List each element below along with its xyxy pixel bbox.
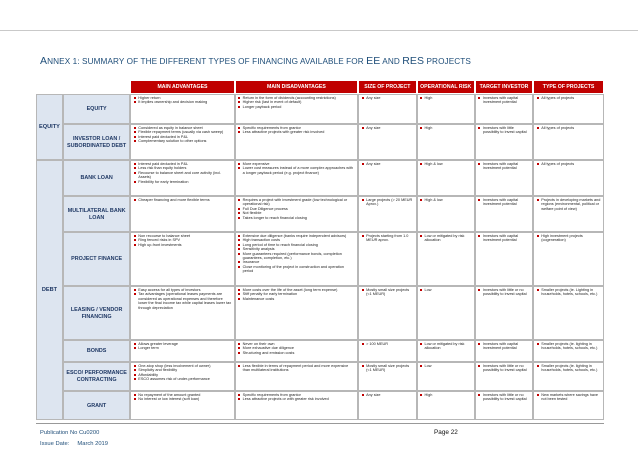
cell-types <box>533 124 604 160</box>
bullet-item: High <box>420 393 472 397</box>
bullet-list <box>133 126 231 144</box>
financing-table <box>36 80 604 420</box>
title-part-3: EE <box>366 55 381 67</box>
bullet-item: Projects starting from 1.0 MEUR aprox. <box>361 234 413 243</box>
bullet-list <box>133 364 231 382</box>
cell-risk <box>417 124 475 160</box>
bullet-item: Specific requirements from grantor <box>238 393 355 397</box>
top-rule <box>0 30 638 31</box>
bullet-item: High & low <box>420 198 472 202</box>
bullet-list <box>536 162 601 166</box>
table-row <box>36 196 604 232</box>
bullet-item: Takes longer to reach financial closing <box>238 216 355 220</box>
bullet-item: Sensitivity analysis <box>238 247 355 251</box>
bullet-item: Mostly small size projects (<1 MEUR) <box>361 288 413 297</box>
cell-size <box>358 286 416 340</box>
table-row <box>36 286 604 340</box>
bullet-item: Considered as equity in balance sheet <box>133 126 231 130</box>
bullet-item: Ring fenced risks in SPV <box>133 238 231 242</box>
bullet-item: Any size <box>361 162 413 166</box>
title-part-4: AND <box>380 57 403 66</box>
header-risk: OPERATIONAL RISK <box>417 80 475 94</box>
bullet-list <box>420 364 472 368</box>
cell-adv <box>130 94 234 124</box>
table-body <box>36 94 604 420</box>
bullet-list <box>478 126 530 135</box>
row-label: ESCO/ PERFORMANCE CONTRACTING <box>63 362 130 391</box>
bullet-list <box>420 288 472 292</box>
bullet-item: No repayment of the amount granted <box>133 393 231 397</box>
bullet-list <box>420 162 472 166</box>
bullet-item: Flexibility for early termination <box>133 180 231 184</box>
title-part-2: UMMARY OF THE DIFFERENT TYPES OF FINANCING AVAILABLE FOR <box>87 57 367 66</box>
header-investor: TARGET INVESTOR <box>475 80 533 94</box>
bullet-list <box>420 126 472 130</box>
cell-disadv <box>235 232 358 286</box>
bullet-item: More expensive <box>238 162 355 166</box>
table-row <box>36 160 604 196</box>
page-title <box>40 55 471 67</box>
cell-adv <box>130 160 234 196</box>
bullet-item: ESCO assumes risk of under-performance <box>133 377 231 381</box>
bullet-list <box>133 342 231 351</box>
bullet-item: Full Due Diligence process <box>238 207 355 211</box>
bullet-list <box>133 198 231 202</box>
bullet-item: Extensive due diligence (banks require independent advisors) <box>238 234 355 238</box>
cell-investor <box>475 160 533 196</box>
bullet-list <box>238 198 355 220</box>
bullet-list <box>478 393 530 402</box>
cell-investor <box>475 391 533 420</box>
bullet-item: High <box>420 96 472 100</box>
cell-size <box>358 196 416 232</box>
table-row <box>36 391 604 420</box>
cell-types <box>533 232 604 286</box>
row-label: BANK LOAN <box>63 160 130 196</box>
footer-rule <box>36 423 604 424</box>
header-disadvantages: MAIN DISADVANTAGES <box>235 80 358 94</box>
cell-adv <box>130 391 234 420</box>
bullet-list <box>420 198 472 202</box>
table-row <box>36 124 604 160</box>
bullet-item: All types of projects <box>536 96 601 100</box>
bullet-item: More exhaustive due diligence <box>238 346 355 350</box>
bullet-item: Low or mitigated by risk allocation <box>420 342 472 351</box>
bullet-list <box>478 96 530 105</box>
cell-disadv <box>235 362 358 391</box>
title-part-1: NNEX 1: S <box>47 57 88 66</box>
cell-types <box>533 160 604 196</box>
cell-types <box>533 391 604 420</box>
cell-size <box>358 340 416 362</box>
bullet-item: Maintenance costs <box>238 297 355 301</box>
cell-types <box>533 286 604 340</box>
bullet-item: Stiff penalty for early termination <box>238 292 355 296</box>
table-row <box>36 362 604 391</box>
issue-date-value: March 2019 <box>77 441 109 447</box>
publication-number: Publication No Cu0200 <box>40 430 100 436</box>
cell-disadv <box>235 340 358 362</box>
bullet-item: High <box>420 126 472 130</box>
bullet-item: Specific requirements from grantor <box>238 126 355 130</box>
bullet-item: More costs over the life of the asset (long term expense) <box>238 288 355 292</box>
cell-risk <box>417 362 475 391</box>
cell-risk <box>417 196 475 232</box>
bullet-item: Affordability <box>133 373 231 377</box>
bullet-item: Less attractive projects with greater risk involved <box>238 130 355 134</box>
header-advantages: MAIN ADVANTAGES <box>130 80 234 94</box>
bullet-item: Investors with capital investment potential <box>478 234 530 243</box>
cell-disadv <box>235 196 358 232</box>
bullet-item: Higher return <box>133 96 231 100</box>
bullet-list <box>361 234 413 243</box>
bullet-list <box>478 234 530 243</box>
bullet-list <box>478 162 530 171</box>
cell-adv <box>130 340 234 362</box>
bullet-item: Low <box>420 364 472 368</box>
bullet-item: Investors with little or no possibility to invest capital <box>478 288 530 297</box>
bullet-list <box>478 342 530 351</box>
title-part-6: PROJECTS <box>424 57 471 66</box>
bullet-list <box>420 234 472 243</box>
bullet-list <box>238 288 355 301</box>
bullet-list <box>133 96 231 105</box>
bullet-item: Investors with capital investment potential <box>478 198 530 207</box>
cell-investor <box>475 94 533 124</box>
bullet-item: Lower cost measures instead of a more complex approaches with a longer payback period (e.g. project finance) <box>238 166 355 175</box>
bullet-list <box>478 198 530 207</box>
bullet-item: High investment projects (cogeneration) <box>536 234 601 243</box>
bullet-list <box>536 198 601 211</box>
bullet-list <box>133 288 231 310</box>
bullet-list <box>238 393 355 402</box>
cell-risk <box>417 340 475 362</box>
bullet-list <box>361 288 413 297</box>
bullet-item: Any size <box>361 393 413 397</box>
bullet-list <box>133 393 231 402</box>
bullet-item: Any size <box>361 126 413 130</box>
bullet-list <box>238 234 355 274</box>
header-size: SIZE OF PROJECT <box>358 80 416 94</box>
bullet-list <box>361 126 413 130</box>
bullet-item: Higher risk (last in event of default) <box>238 100 355 104</box>
cell-adv <box>130 124 234 160</box>
cell-adv <box>130 362 234 391</box>
cell-risk <box>417 160 475 196</box>
bullet-list <box>536 364 601 373</box>
bullet-item: Smaller projects (ie. lighting in households, hotels, schools, etc.) <box>536 342 601 351</box>
bullet-item: Investors with capital investment potential <box>478 96 530 105</box>
bullet-item: Longer term <box>133 346 231 350</box>
bullet-list <box>361 198 413 207</box>
bullet-item: Simplicity and flexibility <box>133 368 231 372</box>
bullet-item: Any size <box>361 96 413 100</box>
bullet-item: Low <box>420 288 472 292</box>
bullet-list <box>361 393 413 397</box>
bullet-item: New markets where savings have not been tested <box>536 393 601 402</box>
bullet-item: Investors with capital investment potential <box>478 162 530 171</box>
bullet-item: Long period of time to reach financial closing <box>238 243 355 247</box>
bullet-item: It implies ownership and decision making <box>133 100 231 104</box>
bullet-list <box>238 342 355 355</box>
bullet-list <box>133 162 231 184</box>
issue-date-label: Issue Date: <box>40 441 70 447</box>
bullet-item: Longer payback period <box>238 105 355 109</box>
header-types: TYPE OF PROJECTS <box>533 80 604 94</box>
cell-disadv <box>235 94 358 124</box>
bullet-item: Projects in developing markets and regions (environmental, political or welfare point of view) <box>536 198 601 211</box>
cell-adv <box>130 232 234 286</box>
cell-disadv <box>235 124 358 160</box>
bullet-item: One-stop shop (less involvement of owner) <box>133 364 231 368</box>
bullet-list <box>361 364 413 373</box>
row-label: INVESTOR LOAN / SUBORDINATED DEBT <box>63 124 130 160</box>
bullet-item: All types of projects <box>536 162 601 166</box>
cell-size <box>358 160 416 196</box>
bullet-item: > 100 MEUR <box>361 342 413 346</box>
cell-risk <box>417 391 475 420</box>
bullet-item: High up-front investments <box>133 243 231 247</box>
cell-types <box>533 340 604 362</box>
bullet-list <box>420 342 472 351</box>
bullet-list <box>238 96 355 109</box>
bullet-item: Interest paid deducted in P&L <box>133 162 231 166</box>
cell-size <box>358 232 416 286</box>
bullet-list <box>361 96 413 100</box>
bullet-list <box>536 96 601 100</box>
bullet-list <box>238 364 355 373</box>
cell-adv <box>130 286 234 340</box>
bullet-item: Not flexible <box>238 211 355 215</box>
row-label: GRANT <box>63 391 130 420</box>
bullet-item: Flexible repayment terms (usually via cash sweep) <box>133 130 231 134</box>
bullet-list <box>536 288 601 297</box>
cell-size <box>358 124 416 160</box>
blank-header <box>36 80 63 94</box>
bullet-item: Never on their own <box>238 342 355 346</box>
bullet-item: Smaller projects (ie. lighting in households, hotels, schools, etc.) <box>536 364 601 373</box>
bullet-item: More guarantees required (performance bonds, completion guarantees, completion, etc.) <box>238 252 355 261</box>
group-debt: DEBT <box>36 160 63 420</box>
bullet-list <box>536 126 601 130</box>
bullet-item: Smaller projects (ie. Lighting in households, hotels, schools, etc.) <box>536 288 601 297</box>
bullet-item: Less flexible in terms of repayment period and more expensive than multilateral institutions <box>238 364 355 373</box>
bullet-item: Allows greater leverage <box>133 342 231 346</box>
bullet-list <box>536 342 601 351</box>
cell-adv <box>130 196 234 232</box>
bullet-item: No interest or low interest (soft loan) <box>133 397 231 401</box>
bullet-item: Investors with capital investment potential <box>478 342 530 351</box>
bullet-item: Cheaper financing and more flexible terms <box>133 198 231 202</box>
row-label: EQUITY <box>63 94 130 124</box>
bullet-item: Less attractive projects or with greater risk involved <box>238 397 355 401</box>
cell-investor <box>475 196 533 232</box>
bullet-item: Low or mitigated by risk allocation <box>420 234 472 243</box>
bullet-list <box>536 234 601 243</box>
bullet-list <box>420 393 472 397</box>
cell-investor <box>475 362 533 391</box>
cell-risk <box>417 94 475 124</box>
issue-date <box>40 441 108 447</box>
bullet-item: Easy access for all types of investors <box>133 288 231 292</box>
title-part-5: RES <box>402 55 425 67</box>
cell-investor <box>475 286 533 340</box>
bullet-list <box>238 126 355 135</box>
bullet-list <box>238 162 355 175</box>
bullet-item: Investors with little or no possibility to invest capital <box>478 393 530 402</box>
bullet-item: Close monitoring of the project in construction and operation period <box>238 265 355 274</box>
bullet-item: Non recourse to balance sheet <box>133 234 231 238</box>
table-row <box>36 94 604 124</box>
row-label: MULTILATERAL BANK LOAN <box>63 196 130 232</box>
bullet-item: Investors with little or no possibility to invest capital <box>478 364 530 373</box>
title-lead: A <box>40 55 48 67</box>
bullet-list <box>361 162 413 166</box>
bullet-item: Tax advantages (operational leases payments are considered as operational expenses and therefore lower the final income tax while capital leases lower tax through depreciation <box>133 292 231 310</box>
cell-size <box>358 94 416 124</box>
cell-disadv <box>235 286 358 340</box>
bullet-list <box>536 393 601 402</box>
bullet-item: Structuring and emission costs <box>238 351 355 355</box>
bullet-item: Large projects (> 20 MEUR Aprox.) <box>361 198 413 207</box>
bullet-item: High & low <box>420 162 472 166</box>
cell-disadv <box>235 391 358 420</box>
bullet-item: All types of projects <box>536 126 601 130</box>
cell-types <box>533 94 604 124</box>
page-number: Page 22 <box>434 429 458 436</box>
bullet-item: Return in the form of dividends (accounting restrictions) <box>238 96 355 100</box>
bullet-list <box>420 96 472 100</box>
bullet-item: Recourse to balance sheet and core activity (incl. Assets) <box>133 171 231 180</box>
bullet-list <box>478 288 530 297</box>
row-label: LEASING / VENDOR FINANCING <box>63 286 130 340</box>
cell-size <box>358 362 416 391</box>
bullet-item: Investors with little possibility to invest capital <box>478 126 530 135</box>
blank-header-2 <box>63 80 130 94</box>
cell-disadv <box>235 160 358 196</box>
cell-size <box>358 391 416 420</box>
cell-investor <box>475 340 533 362</box>
bullet-item: Less risk than equity holders <box>133 166 231 170</box>
bullet-item: Interest paid deducted in P&L <box>133 135 231 139</box>
bullet-list <box>361 342 413 346</box>
cell-investor <box>475 124 533 160</box>
row-label: BONDS <box>63 340 130 362</box>
bullet-list <box>478 364 530 373</box>
group-equity: EQUITY <box>36 94 63 160</box>
table-row <box>36 232 604 286</box>
cell-types <box>533 196 604 232</box>
bullet-list <box>133 234 231 247</box>
bullet-item: Mostly small size projects (<1 MEUR) <box>361 364 413 373</box>
cell-types <box>533 362 604 391</box>
bullet-item: Insurance <box>238 260 355 264</box>
bullet-item: Complementary solution to other options <box>133 139 231 143</box>
bullet-item: High transaction costs <box>238 238 355 242</box>
cell-investor <box>475 232 533 286</box>
table-row <box>36 340 604 362</box>
cell-risk <box>417 286 475 340</box>
row-label: PROJECT FINANCE <box>63 232 130 286</box>
bullet-item: Requires a project with investment grade (low technological or operational risk) <box>238 198 355 207</box>
cell-risk <box>417 232 475 286</box>
